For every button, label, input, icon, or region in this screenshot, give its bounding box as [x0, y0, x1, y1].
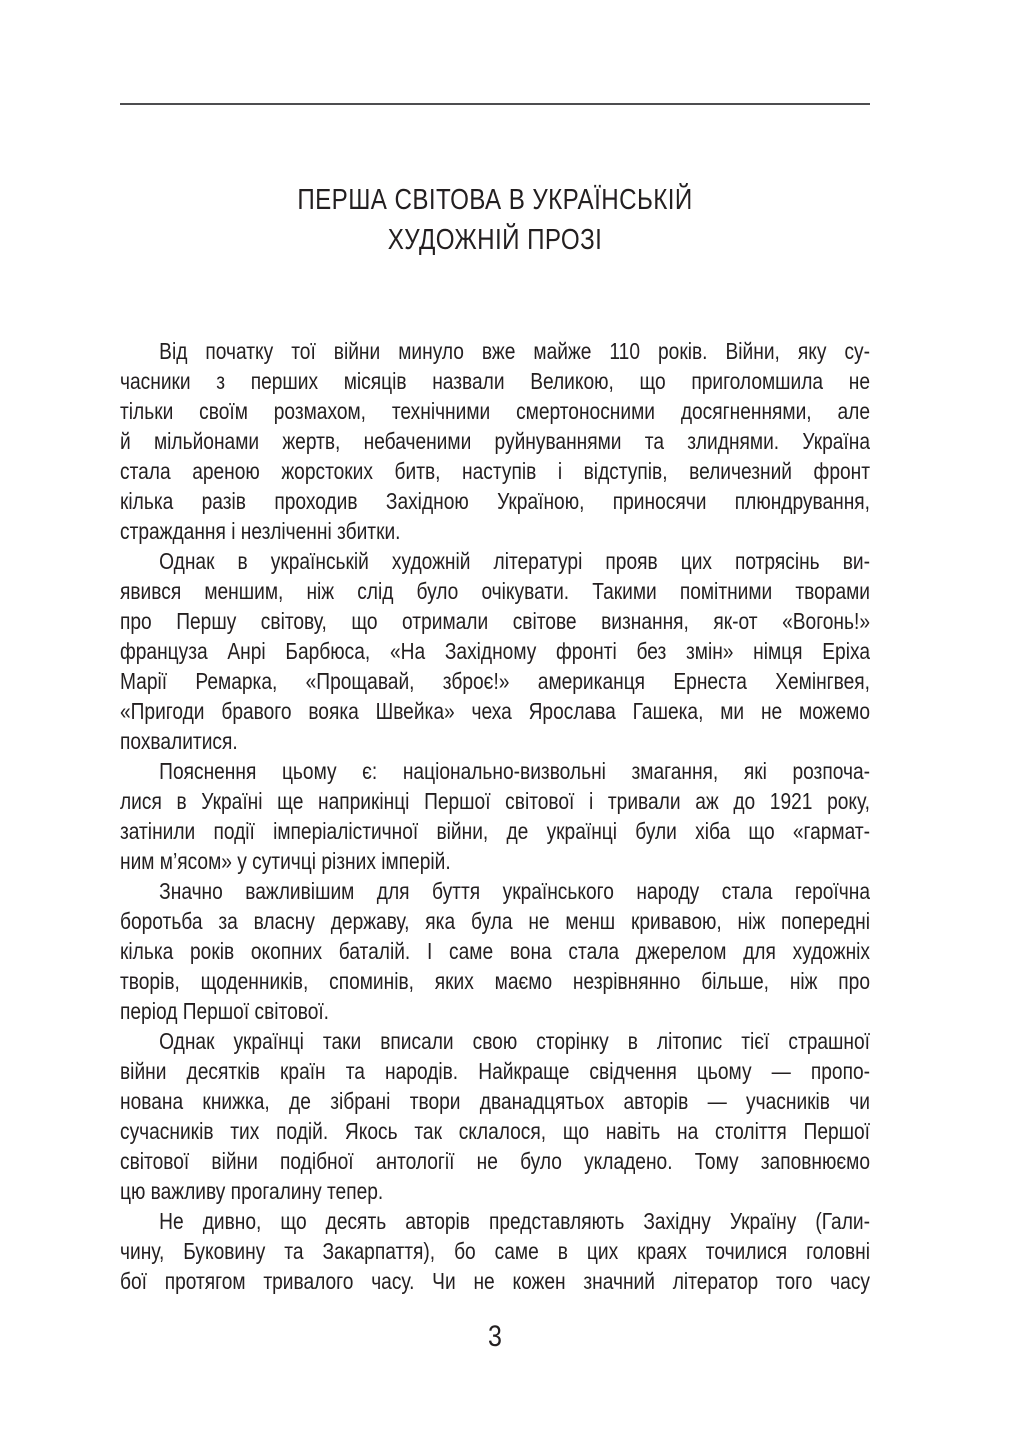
- text-line: француза Анрі Барбюса, «На Західному фронті без змін» німця Еріха: [120, 638, 870, 664]
- page-number: [120, 1321, 870, 1353]
- text-line: затінили події імперіалістичної війни, де українці були хіба що «гармат-: [120, 818, 870, 844]
- text-line: чину, Буковину та Закарпаття), бо саме в цих краях точилися головні: [120, 1238, 870, 1264]
- paragraph: [120, 876, 870, 1026]
- paragraph: [120, 1206, 870, 1296]
- text-line: лися в Україні ще наприкінці Першої світової і тривали аж до 1921 року,: [120, 788, 870, 814]
- text-line: світової війни подібної антології не було укладено. Тому заповнюємо: [120, 1148, 870, 1174]
- text-line: Від початку тої війни минуло вже майже 110 років. Війни, яку су-: [159, 338, 870, 364]
- paragraph: [120, 546, 870, 756]
- text-line: Однак в українській художній літературі прояв цих потрясінь ви-: [159, 548, 870, 574]
- text-line: тільки своїм розмахом, технічними смертоносними досягненнями, але: [120, 398, 870, 424]
- chapter-title: [120, 180, 870, 260]
- text-line: боротьба за власну державу, яка була не менш кривавою, ніж попередні: [120, 908, 870, 934]
- text-line: бої протягом тривалого часу. Чи не кожен значний літератор того часу: [120, 1268, 870, 1294]
- text-line: часники з перших місяців назвали Великою, що приголомшила не: [120, 368, 870, 394]
- text-line: ним м’ясом» у сутичці різних імперій.: [120, 848, 451, 874]
- chapter-title-line: ХУДОЖНІЙ ПРОЗІ: [387, 224, 603, 256]
- paragraph: [120, 1026, 870, 1206]
- text-line: нована книжка, де зібрані твори дванадцятьох авторів — учасників чи: [120, 1088, 870, 1114]
- text-line: Значно важливішим для буття українського народу стала героїчна: [159, 878, 870, 904]
- text-line: творів, щоденників, споминів, яких маємо незрівнянно більше, ніж про: [120, 968, 870, 994]
- chapter-title-line: ПЕРША СВІТОВА В УКРАЇНСЬКІЙ: [297, 184, 693, 216]
- text-line: сучасників тих подій. Якось так склалося, що навіть на століття Першої: [120, 1118, 870, 1144]
- text-line: «Пригоди бравого вояка Швейка» чеха Ярослава Гашека, ми не можемо: [120, 698, 870, 724]
- text-line: й мільйонами жертв, небаченими руйнуваннями та злиднями. Україна: [120, 428, 870, 454]
- text-line: Пояснення цьому є: національно-визвольні змагання, які розпоча-: [159, 758, 870, 784]
- paragraph: [120, 756, 870, 876]
- text-line: період Першої світової.: [120, 998, 330, 1024]
- body-text: [120, 336, 870, 1296]
- text-line: Марії Ремарка, «Прощавай, зброє!» американця Ернеста Хемінгвея,: [120, 668, 870, 694]
- text-line: війни десятків країн та народів. Найкраще свідчення цьому — пропо-: [120, 1058, 870, 1084]
- text-line: страждання і незліченні збитки.: [120, 518, 401, 544]
- page-content: [120, 0, 870, 1353]
- text-line: кілька разів проходив Західною Україною, приносячи плюндрування,: [120, 488, 870, 514]
- top-rule: [120, 103, 870, 105]
- text-line: Однак українці таки вписали свою сторінку в літопис тієї страшної: [159, 1028, 870, 1054]
- text-line: Не дивно, що десять авторів представляють Західну Україну (Гали-: [159, 1208, 870, 1234]
- text-line: явився меншим, ніж слід було очікувати. Такими помітними творами: [120, 578, 870, 604]
- text-line: стала ареною жорстоких битв, наступів і відступів, величезний фронт: [120, 458, 870, 484]
- text-line: про Першу світову, що отримали світове визнання, як-от «Вогонь!»: [120, 608, 870, 634]
- text-line: цю важливу прогалину тепер.: [120, 1178, 384, 1204]
- text-line: кілька років окопних баталій. І саме вона стала джерелом для художніх: [120, 938, 870, 964]
- page-number-value: 3: [488, 1320, 502, 1353]
- paragraph: [120, 336, 870, 546]
- text-line: похвалитися.: [120, 728, 238, 754]
